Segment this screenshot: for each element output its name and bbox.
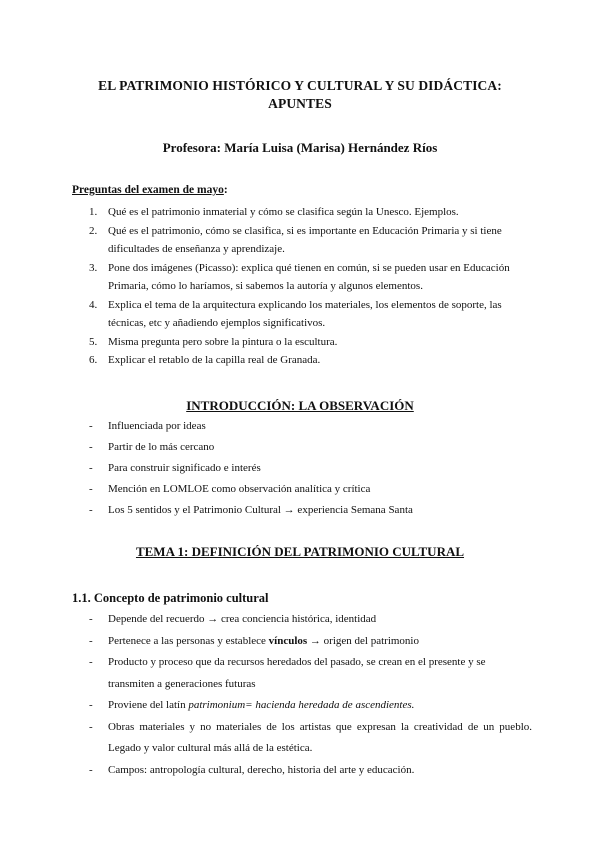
list-item [72, 652, 532, 695]
dash-bullet: - [89, 656, 93, 668]
dash-bullet: - [89, 613, 93, 625]
list-number: 3. [89, 261, 98, 274]
question-text: Pone dos imágenes (Picasso): explica qué tienen en común, si se pueden usar en Educación Primaria, cómo lo haríamos, si sabemos la autoría y algunos elementos. [108, 261, 510, 292]
item-text: → origen del patrimonio [307, 634, 419, 647]
item-text: Los 5 sentidos y el Patrimonio Cultural → experiencia Semana Santa [108, 504, 413, 516]
exam-questions-heading [72, 184, 228, 196]
exam-questions-list [72, 203, 532, 370]
dash-bullet: - [89, 504, 93, 516]
dash-bullet: - [89, 483, 93, 495]
intro-heading-text: INTRODUCCIÓN: LA OBSERVACIÓN [186, 398, 414, 413]
item-text: Campos: antropología cultural, derecho, historia del arte y educación. [108, 763, 415, 776]
item-text: Producto y proceso que da recursos heredados del pasado, se crean en el presente y se transmiten a generaciones futuras [108, 656, 486, 690]
list-number: 4. [89, 298, 98, 311]
question-text: Explica el tema de la arquitectura explicando los materiales, los elementos de soporte, las técnicas, etc y añadiendo ejemplos significativos. [108, 298, 502, 329]
item-text: Proviene del latín [108, 699, 189, 711]
list-item [72, 222, 532, 259]
professor-name: Profesora: María Luisa (Marisa) Hernández Ríos [162, 140, 438, 155]
list-item [72, 500, 532, 521]
dash-bullet: - [89, 763, 93, 776]
document-title-line2: APUNTES [268, 96, 332, 111]
concept-list [72, 609, 532, 781]
list-item [72, 609, 532, 631]
tema1-heading-text: TEMA 1: DEFINICIÓN DEL PATRIMONIO CULTURAL [135, 544, 465, 559]
list-item [72, 631, 532, 653]
item-text: Pertenece a las personas y establece [108, 634, 269, 647]
list-item [72, 479, 532, 500]
exam-heading-text: Preguntas del examen de mayo [72, 184, 224, 196]
list-item [72, 760, 532, 782]
question-text: Explicar el retablo de la capilla real de Granada. [108, 354, 321, 366]
concept-subheading: 1.1. Concepto de patrimonio cultural [72, 591, 269, 605]
dash-bullet: - [89, 420, 93, 432]
list-item [72, 296, 532, 333]
list-item [72, 437, 532, 458]
dash-bullet: - [89, 441, 93, 453]
item-italic-text: patrimonium= hacienda heredada de ascendientes. [188, 699, 415, 711]
list-item [72, 416, 532, 437]
item-text: Mención en LOMLOE como observación analítica y crítica [108, 483, 371, 495]
dash-bullet: - [89, 462, 93, 474]
item-text: Para construir significado e interés [108, 462, 261, 474]
item-text: Obras materiales y no materiales de los artistas que expresan la creatividad de un pueblo. Legado y valor cultural más allá de la estética. [108, 720, 532, 754]
list-number: 1. [89, 206, 98, 218]
intro-list [72, 416, 532, 521]
list-item [72, 259, 532, 296]
question-text: Qué es el patrimonio, cómo se clasifica, si es importante en Educación Primaria y si tiene dificultades de enseñanza y aprendizaje. [108, 224, 502, 255]
exam-heading-colon: : [223, 184, 228, 196]
list-item [72, 333, 532, 352]
item-text: Influenciada por ideas [108, 420, 206, 432]
tema1-heading [60, 544, 540, 560]
list-item [72, 203, 532, 222]
dash-bullet: - [89, 699, 93, 711]
dash-bullet: - [89, 634, 93, 647]
item-bold-text: vínculos [268, 634, 308, 647]
dash-bullet: - [89, 720, 93, 733]
list-number: 2. [89, 224, 98, 237]
item-text: Partir de lo más cercano [108, 441, 215, 453]
item-text: Depende del recuerdo → crea conciencia histórica, identidad [108, 613, 377, 625]
list-item [72, 717, 532, 760]
list-item [72, 351, 532, 370]
list-number: 5. [89, 335, 98, 348]
list-item [72, 695, 532, 717]
document-title-line1: EL PATRIMONIO HISTÓRICO Y CULTURAL Y SU DIDÁCTICA: [98, 78, 502, 93]
list-item [72, 458, 532, 479]
list-number: 6. [89, 354, 98, 366]
intro-heading [60, 398, 540, 414]
question-text: Qué es el patrimonio inmaterial y cómo se clasifica según la Unesco. Ejemplos. [108, 206, 459, 218]
question-text: Misma pregunta pero sobre la pintura o la escultura. [108, 335, 338, 348]
